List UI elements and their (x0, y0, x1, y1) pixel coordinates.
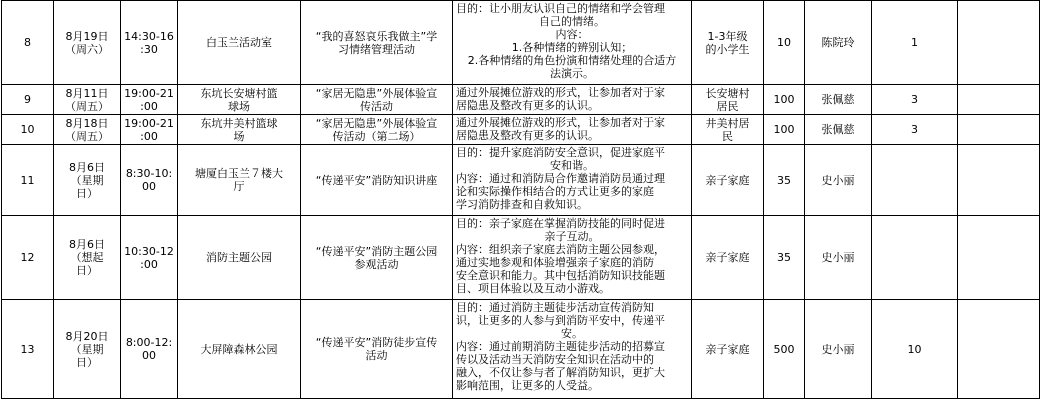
cell-content-line: 内容： (555, 28, 589, 41)
cell-session-count: 3 (872, 115, 958, 145)
cell-participant-count: 10 (764, 1, 805, 85)
cell-time-line: 10:30-12 (124, 244, 174, 258)
cell-target-group-line: 的小学生 (705, 42, 750, 56)
cell-content-line: 居隐患及整改有更多的认识。 (456, 129, 599, 142)
cell-date-line: 8月6日 (69, 238, 105, 251)
cell-target-group (692, 145, 764, 216)
cell-time (121, 300, 178, 399)
cell-time-line: :00 (140, 129, 158, 143)
cell-venue-line: 场 (233, 129, 245, 143)
cell-number: 9 (2, 85, 54, 115)
cell-date-line: 日） (76, 355, 98, 369)
cell-date-line: 8月11日 (65, 86, 109, 100)
cell-venue (178, 115, 301, 145)
cell-time (121, 216, 178, 300)
cell-venue (178, 300, 301, 399)
cell-target-group-line: 井美村居 (705, 116, 750, 130)
cell-time (121, 145, 178, 216)
table-row (2, 85, 1040, 115)
cell-empty (958, 115, 1040, 145)
cell-content (453, 216, 692, 300)
cell-date-line: （想起 (70, 251, 104, 264)
cell-time-line: :30 (140, 42, 158, 56)
table-row (2, 1, 1040, 85)
cell-date-line: 8月19日 (65, 29, 109, 43)
cell-time-line: 14:30-16 (124, 29, 174, 43)
cell-content-line: 通过外展摊位游戏的形式，让参加者对于家 (456, 86, 665, 99)
cell-target-group (692, 300, 764, 399)
cell-content (453, 115, 692, 145)
cell-date (54, 145, 121, 216)
cell-target-group-line: 居民 (716, 99, 739, 113)
cell-target-group (692, 85, 764, 115)
cell-target-group-line: 1-3年级 (707, 29, 748, 43)
table-body (2, 1, 1040, 399)
cell-time-line: 00 (142, 349, 156, 362)
cell-activity-name (301, 145, 453, 216)
cell-activity-name-line: “我的喜怒哀乐我做主”学 (315, 29, 438, 43)
cell-content-line: 通过实地参观和体验增强亲子家庭的消防 (456, 256, 654, 269)
cell-date (54, 1, 121, 85)
cell-target-group-line: 亲子家庭 (705, 342, 750, 356)
cell-venue-line: 大屏障森林公园 (200, 342, 278, 356)
cell-time-line: :00 (140, 257, 158, 271)
cell-time (121, 1, 178, 85)
cell-content-line: 学习消防排查和自救知识。 (456, 198, 588, 211)
cell-venue-line: 塘厦白玉兰７楼大 (195, 167, 283, 180)
cell-time-line: 19:00-21 (124, 86, 174, 100)
cell-content-line: 目的：亲子家庭在掌握消防技能的同时促进 (456, 217, 665, 230)
cell-person-in-charge: 陈院玲 (805, 1, 872, 85)
cell-date-line: （周五） (65, 99, 109, 113)
table-row (2, 300, 1040, 399)
cell-venue (178, 1, 301, 85)
cell-content-line: 目的：通过消防主题徒步活动宣传消防知 (456, 301, 654, 314)
cell-venue (178, 216, 301, 300)
cell-number: 10 (2, 115, 54, 145)
cell-target-group-line: 民 (722, 129, 733, 143)
cell-activity-name (301, 85, 453, 115)
activity-schedule-table (1, 0, 1040, 399)
cell-session-count: 1 (872, 1, 958, 85)
cell-date-line: 日） (76, 264, 98, 277)
cell-target-group-line: 亲子家庭 (705, 173, 750, 187)
table-row (2, 145, 1040, 216)
cell-number: 12 (2, 216, 54, 300)
cell-activity-name-line: “传递平安”消防主题公园 (315, 244, 438, 258)
cell-content-line: 内容：通过前期消防主题徒步活动的招募宣 (456, 340, 665, 353)
cell-date (54, 115, 121, 145)
cell-content-line: 目的：提升家庭消防安全意识，促进家庭平 (456, 146, 665, 159)
cell-person-in-charge: 张佩慈 (805, 115, 872, 145)
cell-time-line: 00 (142, 180, 156, 193)
cell-content-line: 安全意识和能力。其中包括消防知识技能题 (456, 269, 665, 282)
cell-content-line: 目的：让小朋友认识自己的情绪和学会管理 (456, 2, 665, 15)
cell-session-count: 3 (872, 85, 958, 115)
cell-content-line: 通过外展摊位游戏的形式，让参加者对于家 (456, 116, 665, 129)
cell-venue-line: 消防主题公园 (206, 251, 272, 264)
table-row (2, 216, 1040, 300)
cell-content (453, 145, 692, 216)
cell-time-line: 8:30-10: (125, 167, 173, 180)
cell-target-group (692, 1, 764, 85)
cell-target-group-line: 长安塘村 (705, 86, 750, 100)
cell-content-line: 识，让更多的人参与到消防平安中，传递平 (456, 314, 665, 327)
cell-content-line: 居隐患及整改有更多的认识。 (456, 99, 599, 112)
cell-venue-line: 球场 (228, 99, 250, 113)
cell-time (121, 85, 178, 115)
cell-activity-name-line: 参观活动 (354, 257, 399, 271)
cell-activity-name-line: 传活动 (360, 99, 393, 113)
cell-content-line: 1.各种情绪的辨别认知； (511, 41, 633, 54)
cell-time-line: :00 (140, 99, 158, 113)
table-row (2, 115, 1040, 145)
cell-venue-line: 东坑井美村篮球 (200, 116, 278, 130)
cell-venue-line: 白玉兰活动室 (206, 36, 272, 49)
cell-date-line: （周六） (65, 42, 109, 56)
cell-empty (958, 216, 1040, 300)
cell-activity-name-line: “传递平安”消防知识讲座 (315, 173, 438, 187)
cell-content-line: 2.各种情绪的角色扮演和情绪处理的合适方 (467, 54, 677, 67)
cell-empty (958, 1, 1040, 85)
cell-venue-line: 厅 (233, 180, 245, 193)
cell-time (121, 115, 178, 145)
cell-target-group (692, 216, 764, 300)
cell-content-line: 法演示。 (550, 67, 594, 80)
cell-date-line: （星期 (70, 342, 104, 356)
cell-activity-name (301, 216, 453, 300)
cell-venue (178, 85, 301, 115)
cell-participant-count: 35 (764, 216, 805, 300)
cell-activity-name (301, 115, 453, 145)
cell-date-line: 8月20日 (65, 329, 109, 343)
cell-time-line: 8:00-12: (125, 336, 173, 349)
cell-content-line: 安。 (561, 327, 583, 340)
cell-content (453, 1, 692, 85)
cell-number: 8 (2, 1, 54, 85)
cell-activity-name-line: 习情绪管理活动 (338, 42, 415, 56)
cell-date (54, 85, 121, 115)
cell-content-line: 论和实际操作相结合的方式让更多的家庭 (456, 185, 654, 198)
cell-participant-count: 100 (764, 115, 805, 145)
cell-content-line: 安和谐。 (550, 159, 594, 172)
cell-activity-name (301, 300, 453, 399)
cell-content-line: 亲子互动。 (544, 230, 600, 243)
cell-session-count: 10 (872, 300, 958, 399)
cell-activity-name-line: 传活动（第二场） (332, 129, 421, 143)
cell-empty (958, 300, 1040, 399)
cell-target-group-line: 亲子家庭 (705, 251, 750, 264)
cell-participant-count: 35 (764, 145, 805, 216)
cell-empty (958, 145, 1040, 216)
cell-content-line: 融入，不仅让参与者了解消防知识，更扩大 (456, 366, 665, 379)
cell-activity-name-line: “家居无隐患”外展体验宣 (315, 86, 438, 100)
cell-number: 13 (2, 300, 54, 399)
cell-content-line: 内容：组织亲子家庭去消防主题公园参观， (456, 243, 665, 256)
cell-date-line: 日） (76, 186, 98, 200)
cell-activity-name-line: “家居无隐患”外展体验宣 (315, 116, 438, 130)
cell-content-line: 目、项目体验以及互动小游戏。 (456, 282, 610, 295)
cell-number: 11 (2, 145, 54, 216)
cell-venue-line: 东坑长安塘村篮 (200, 86, 278, 100)
cell-date-line: （星期 (70, 173, 104, 187)
cell-person-in-charge: 张佩慈 (805, 85, 872, 115)
cell-content-line: 内容：通过和消防局合作邀请消防员通过理 (456, 172, 665, 185)
cell-person-in-charge: 史小丽 (805, 216, 872, 300)
cell-target-group (692, 115, 764, 145)
cell-content-line: 自己的情绪。 (539, 15, 605, 28)
cell-content-line: 影响范围，让更多的人受益。 (456, 379, 599, 392)
cell-empty (958, 85, 1040, 115)
cell-venue (178, 145, 301, 216)
cell-person-in-charge: 史小丽 (805, 145, 872, 216)
cell-date (54, 300, 121, 399)
cell-date-line: （周五） (65, 129, 109, 143)
cell-session-count (872, 145, 958, 216)
cell-session-count (872, 216, 958, 300)
cell-activity-name-line: 活动 (365, 349, 388, 362)
cell-time-line: 19:00-21 (124, 116, 174, 130)
cell-date (54, 216, 121, 300)
cell-date-line: 8月18日 (65, 116, 109, 130)
cell-person-in-charge: 史小丽 (805, 300, 872, 399)
cell-date-line: 8月6日 (69, 160, 105, 174)
cell-activity-name (301, 1, 453, 85)
cell-participant-count: 100 (764, 85, 805, 115)
cell-participant-count: 500 (764, 300, 805, 399)
cell-content-line: 传以及活动当天消防安全知识在活动中的 (456, 353, 654, 366)
cell-activity-name-line: “传递平安”消防徒步宣传 (315, 336, 438, 349)
cell-content (453, 85, 692, 115)
cell-content (453, 300, 692, 399)
